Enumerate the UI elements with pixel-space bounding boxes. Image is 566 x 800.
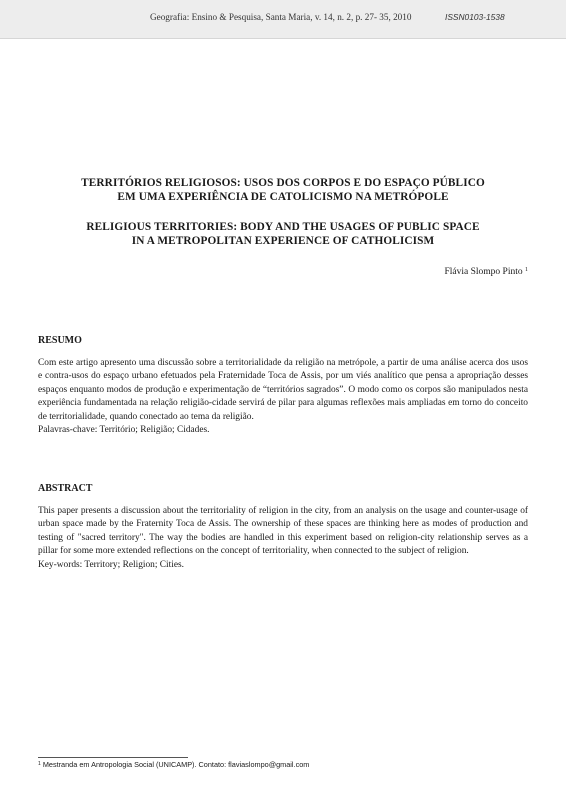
- issn-label: ISSN0103-1538: [445, 12, 505, 22]
- journal-citation: Geografia: Ensino & Pesquisa, Santa Maria, v. 14, n. 2, p. 27- 35, 2010: [150, 12, 412, 22]
- title-en-line-2: IN A METROPOLITAN EXPERIENCE OF CATHOLICISM: [131, 235, 435, 247]
- abstract-keywords: Key-words: Territory; Religion; Cities.: [38, 559, 185, 570]
- resumo-heading: RESUMO: [38, 335, 82, 346]
- title-portuguese: [40, 176, 526, 204]
- abstract-heading: ABSTRACT: [38, 483, 93, 494]
- abstract-section: [38, 505, 528, 572]
- footnote-text: Mestranda em Antropologia Social (UNICAMP). Contato: flaviaslompo@gmail.com: [42, 760, 310, 769]
- abstract-text: This paper presents a discussion about the territoriality of religion in the city, from an analysis on the usage and counter-usage of urban space made by the Fraternity Toca de Assis. The ownership of these spaces are thinking here as modes of production and testing of "sacred territory". The way the bodies are handled in this experiment based on religion-city relationship serves as a pillar for some more extended reflections on the concept of territoriality, when connected to the subject of religion.: [38, 506, 528, 557]
- title-pt-line-1: TERRITÓRIOS RELIGIOSOS: USOS DOS CORPOS E DO ESPAÇO PÚBLICO: [81, 177, 485, 189]
- resumo-section: [38, 357, 528, 437]
- resumo-text: Com este artigo apresento uma discussão sobre a territorialidade da religião na metrópole, a partir de uma análise acerca dos usos e contra-usos do espaço urbano efetuados pela Fraternidade Toca de Assis, por um viés analítico que pensa a apropriação desses espaços enquanto modos de produção e experimentação de “territórios sagrados”. O modo como os corpos são manipulados nesta experiência fundamentada na relação religião-cidade servirá de pilar para algumas reflexões mais ampliadas em torno do conceito de territorialidade, quando conectado ao tema da religião.: [38, 358, 528, 422]
- footnote-divider: [38, 757, 188, 758]
- author-line: [445, 267, 529, 277]
- resumo-keywords: Palavras-chave: Território; Religião; Cidades.: [38, 425, 210, 436]
- running-header: [0, 0, 566, 39]
- title-en-line-1: RELIGIOUS TERRITORIES: BODY AND THE USAGES OF PUBLIC SPACE: [86, 221, 480, 233]
- title-pt-line-2: EM UMA EXPERIÊNCIA DE CATOLICISMO NA METRÓPOLE: [117, 191, 449, 203]
- footnote: [38, 760, 309, 769]
- title-english: [40, 220, 526, 248]
- author-footnote-mark: 1: [525, 267, 528, 273]
- footnote-mark: 1: [38, 761, 41, 767]
- author-name: Flávia Slompo Pinto: [444, 267, 523, 277]
